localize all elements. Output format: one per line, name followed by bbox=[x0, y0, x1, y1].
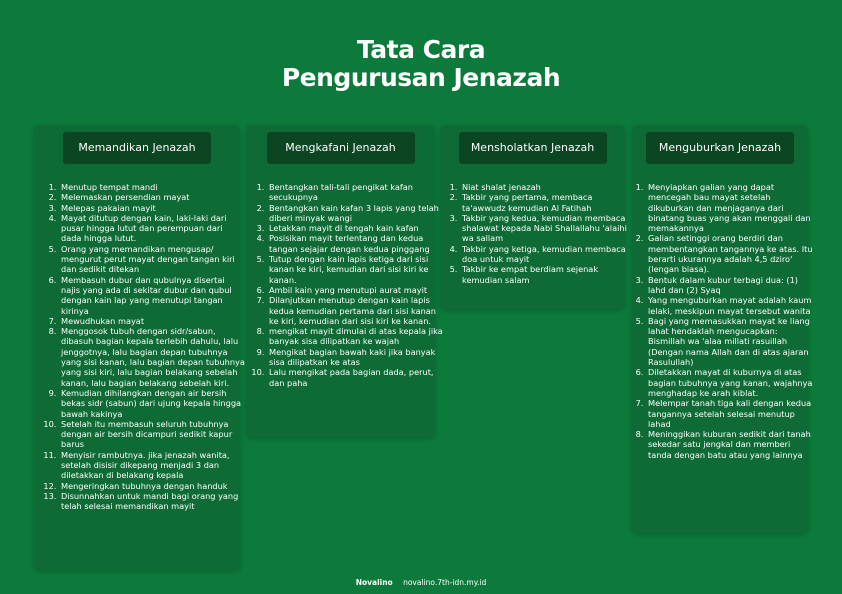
list-item: 3. Takbir yang kedua, kemudian membaca shalawat kepada Nabi Shallallahu 'alaihi wa sallam bbox=[460, 213, 630, 244]
list-item: 4. Posisikan mayit terlentang dan kedua tangan sejajar dengan kedua pinggang bbox=[267, 233, 443, 254]
steps-list-mengkafani bbox=[245, 182, 443, 388]
page-title-line2: Pengurusan Jenazah bbox=[281, 63, 561, 92]
list-item: 2. Melemaskan persendian mayat bbox=[59, 192, 245, 202]
card-menguburkan bbox=[632, 125, 813, 533]
list-item: 9. Mengikat bagian bawah kaki jika banyak sisa dilipatkan ke atas bbox=[267, 347, 443, 368]
list-item: 1. Menyiapkan galian yang dapat mencegah bau mayat setelah dikuburkan dan menjaganya dari binatang buas yang akan menggali dan memakannya bbox=[646, 182, 816, 233]
list-item: 7. Mewudhukan mayat bbox=[59, 316, 245, 326]
list-item: 8. Menggosok tubuh dengan sidr/sabun, dibasuh bagian kepala terlebih dahulu, lalu jenggotnya, lalu bagian depan tubuhnya yang sisi kanan, lalu bagian depan tubuhnya yang sisi kiri, lalu bagian belakang sebelah kanan, lalu bagian belakang sebelah kiri. bbox=[59, 326, 245, 388]
list-item: 7. Melempar tanah tiga kali dengan kedua tangannya setelah selesai menutup lahad bbox=[646, 398, 816, 429]
page-title-line1: Tata Cara bbox=[356, 35, 486, 64]
steps-list-mensholatkan bbox=[438, 182, 630, 285]
list-item: 5. Takbir ke empat berdiam sejenak kemudian salam bbox=[460, 264, 630, 285]
list-item: 13. Disunnahkan untuk mandi bagi orang yang telah selesai memandikan mayit bbox=[59, 491, 245, 512]
steps-list-menguburkan bbox=[624, 182, 816, 460]
list-item: 7. Dilanjutkan menutup dengan kain lapis kedua kemudian pertama dari sisi kanan ke kiri, kemudian dari sisi kiri ke kanan. bbox=[267, 295, 443, 326]
list-item: 3. Letakkan mayit di tengah kain kafan bbox=[267, 223, 443, 233]
page-title bbox=[0, 36, 842, 92]
list-item: 10. Setelah itu membasuh seluruh tubuhnya dengan air bersih dicampuri sedikit kapur barus bbox=[59, 419, 245, 450]
card-memandikan bbox=[34, 125, 245, 570]
list-item: 9. Kemudian dihilangkan dengan air bersih bekas sidr (sabun) dari ujung kepala hingga bawah kakinya bbox=[59, 388, 245, 419]
card-heading-memandikan: Memandikan Jenazah bbox=[63, 132, 211, 164]
footer-url[interactable]: novalino.7th-idn.my.id bbox=[403, 578, 487, 587]
list-item: 10. Lalu mengikat pada bagian dada, perut, dan paha bbox=[267, 367, 443, 388]
list-item: 6. Diletakkan mayat di kuburnya di atas bagian tubuhnya yang kanan, wajahnya menghadap ke arah kiblat. bbox=[646, 367, 816, 398]
footer-brand: Novalino bbox=[355, 578, 393, 587]
card-mengkafani bbox=[246, 125, 443, 437]
list-item: 5. Tutup dengan kain lapis ketiga dari sisi kanan ke kiri, kemudian dari sisi kiri ke kanan. bbox=[267, 254, 443, 285]
list-item: 1. Menutup tempat mandi bbox=[59, 182, 245, 192]
card-mensholatkan bbox=[440, 125, 625, 309]
card-heading-mengkafani: Mengkafani Jenazah bbox=[267, 132, 415, 164]
list-item: 4. Yang menguburkan mayat adalah kaum lelaki, meskipun mayat tersebut wanita bbox=[646, 295, 816, 316]
list-item: 1. Niat shalat jenazah bbox=[460, 182, 630, 192]
list-item: 3. Bentuk dalam kubur terbagi dua: (1) lahd dan (2) Syaq bbox=[646, 275, 816, 296]
card-heading-menguburkan: Menguburkan Jenazah bbox=[646, 132, 794, 164]
card-heading-mensholatkan: Mensholatkan Jenazah bbox=[459, 132, 607, 164]
list-item: 11. Menyisir rambutnya. jika jenazah wanita, setelah disisir dikepang menjadi 3 dan diletakkan di belakang kepala bbox=[59, 450, 245, 481]
list-item: 2. Takbir yang pertama, membaca ta'awwudz kemudian Al Fatihah bbox=[460, 192, 630, 213]
list-item: 5. Orang yang memandikan mengusap/ mengurut perut mayat dengan tangan kiri dan sedikit ditekan bbox=[59, 244, 245, 275]
list-item: 6. Membasuh dubur dan qubulnya disertai najis yang ada di sekitar dubur dan qubul dengan kain lap yang menutupi tangan kirinya bbox=[59, 275, 245, 316]
list-item: 5. Bagi yang memasukkan mayat ke liang lahat hendaklah mengucapkan: Bismillah wa 'alaa millati rasuillah (Dengan nama Allah dan di atas ajaran Rasulullah) bbox=[646, 316, 816, 367]
list-item: 3. Melepas pakaian mayit bbox=[59, 203, 245, 213]
list-item: 1. Bentangkan tali-tali pengikat kafan secukupnya bbox=[267, 182, 443, 203]
list-item: 2. Bentangkan kain kafan 3 lapis yang telah diberi minyak wangi bbox=[267, 203, 443, 224]
list-item: 8. mengikat mayit dimulai di atas kepala jika banyak sisa dilipatkan ke wajah bbox=[267, 326, 443, 347]
steps-list-memandikan bbox=[37, 182, 245, 512]
list-item: 4. Mayat ditutup dengan kain, laki-laki dari pusar hingga lutut dan perempuan dari dada hingga lutut. bbox=[59, 213, 245, 244]
list-item: 6. Ambil kain yang menutupi aurat mayit bbox=[267, 285, 443, 295]
footer bbox=[0, 572, 842, 594]
list-item: 12. Mengeringkan tubuhnya dengan handuk bbox=[59, 481, 245, 491]
list-item: 4. Takbir yang ketiga, kemudian membaca doa untuk mayit bbox=[460, 244, 630, 265]
list-item: 2. Galian setinggi orang berdiri dan membentangkan tangannya ke atas. Itu berarti ukurannya adalah 4,5 dziro' (lengan biasa). bbox=[646, 233, 816, 274]
list-item: 8. Meninggikan kuburan sedikit dari tanah sekedar satu jengkal dan memberi tanda dengan batu atau yang lainnya bbox=[646, 429, 816, 460]
